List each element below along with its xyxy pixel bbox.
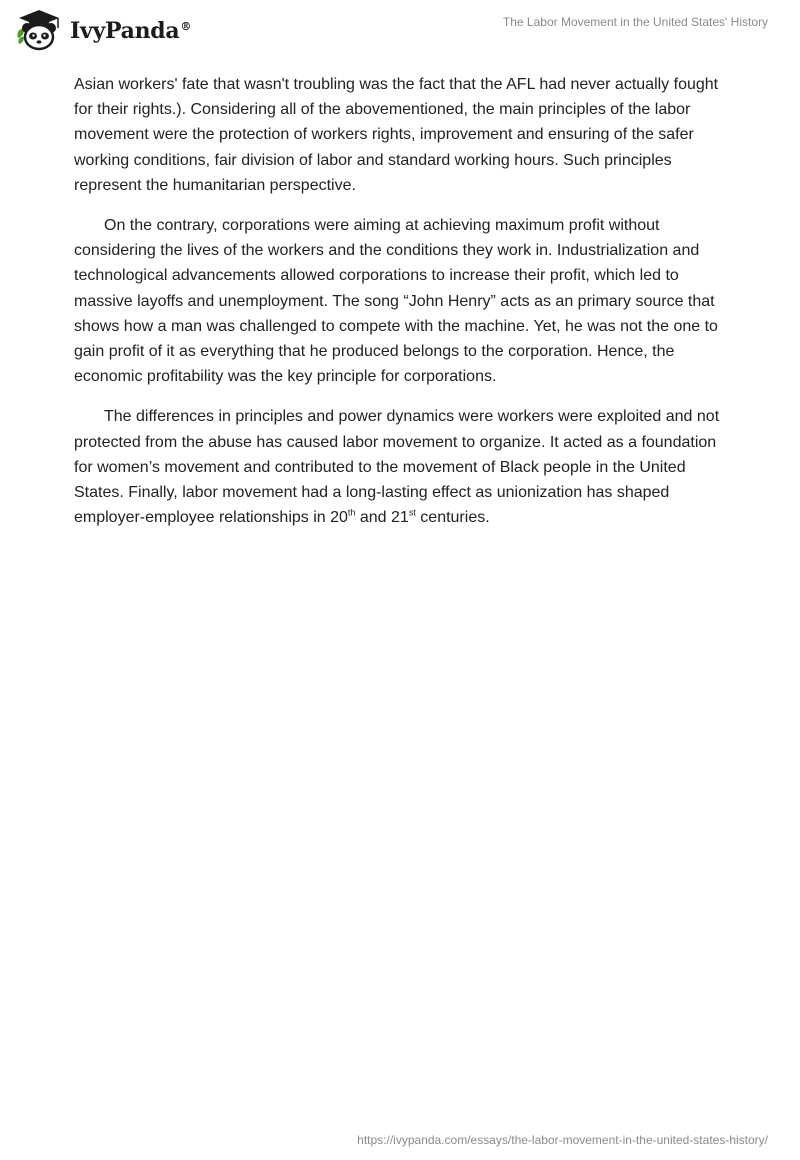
paragraph-2: On the contrary, corporations were aiming at achieving maximum profit without considering the lives of the workers and the conditions they work in. Industrialization and technological advancements allowed corporations to increase their profit, which led to massive layoffs and unemployment. The song “John Henry” acts as an primary source that shows how a man was challenged to compete with the machine. Yet, he was not the one to gain profit of it as everything that he produced belongs to the corporation. Hence, the economic profitability was the key principle for corporations. <box>74 217 718 386</box>
ivypanda-logo[interactable] <box>14 8 191 52</box>
panda-graduation-cap-icon <box>14 8 64 52</box>
paragraph-1: Asian workers' fate that wasn't troubling was the fact that the AFL had never actually fought for their rights.). Considering all of the abovementioned, the main principles of the labor movement were the protection of workers rights, improvement and ensuring of the safer working conditions, fair division of labor and standard working hours. Such principles represent the humanitarian perspective. <box>74 76 719 194</box>
superscript-th: th <box>347 507 356 518</box>
brand-name <box>70 18 191 44</box>
document-title: The Labor Movement in the United States' History <box>502 15 768 29</box>
footer-url[interactable]: https://ivypanda.com/essays/the-labor-movement-in-the-united-states-history/ <box>357 1133 768 1147</box>
registered-mark: ® <box>180 19 192 33</box>
paragraph-3-text-after: centuries. <box>415 509 490 527</box>
essay-body <box>74 72 730 545</box>
page-header <box>0 0 800 66</box>
brand-name-text: IvyPanda <box>70 18 180 44</box>
paragraph-3 <box>74 404 730 530</box>
paragraph-3-text-before: The differences in principles and power dynamics were workers were exploited and not protected from the abuse has caused labor movement to organize. It acted as a foundation for women’s movement and contributed to the movement of Black people in the United States. Finally, labor movement had a long-lasting effect as unionization has shaped employer-employee relationships in 20 <box>74 408 720 527</box>
paragraph-3-text-middle: and 21 <box>355 509 409 527</box>
superscript-st: st <box>408 507 416 518</box>
